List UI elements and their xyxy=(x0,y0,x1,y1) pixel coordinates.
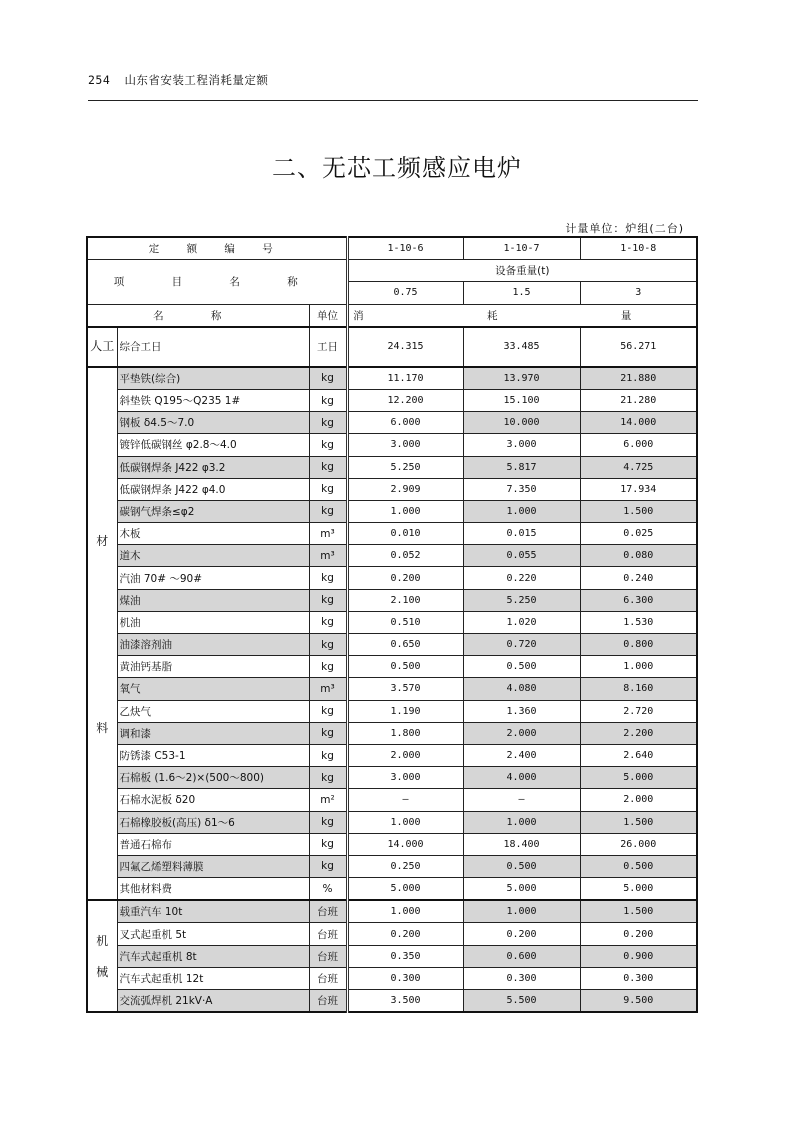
item-unit: kg xyxy=(309,656,347,678)
consumption-value: 5.500 xyxy=(463,990,580,1013)
item-unit: kg xyxy=(309,367,347,390)
consumption-value: 5.250 xyxy=(347,456,463,478)
consumption-value: 0.500 xyxy=(463,855,580,877)
table-row xyxy=(87,456,697,478)
category-label: 械 xyxy=(96,965,109,980)
consumption-value: 1.000 xyxy=(463,811,580,833)
consumption-value: 4.080 xyxy=(463,678,580,700)
consumption-value: 0.600 xyxy=(463,945,580,967)
table-row xyxy=(87,611,697,633)
table-row xyxy=(87,789,697,811)
consumption-value: 1.800 xyxy=(347,722,463,744)
item-name: 石棉板 (1.6～2)×(500～800) xyxy=(117,767,309,789)
category-labor: 人工 xyxy=(87,327,117,367)
item-name-label: 项 目 名 称 xyxy=(87,260,347,304)
consumption-value: 4.725 xyxy=(580,456,697,478)
consumption-value: 8.160 xyxy=(580,678,697,700)
table-row xyxy=(87,900,697,923)
consumption-value: 0.350 xyxy=(347,945,463,967)
item-unit: kg xyxy=(309,767,347,789)
section-title: 二、无芯工频感应电炉 xyxy=(272,154,522,182)
table-row xyxy=(87,811,697,833)
consumption-value: 5.000 xyxy=(580,878,697,901)
unit-note: 计量单位：炉组(二台) xyxy=(565,222,684,235)
item-unit: % xyxy=(309,878,347,901)
quota-table xyxy=(86,236,698,1013)
category-label: 料 xyxy=(96,720,109,735)
consumption-value: 2.100 xyxy=(347,589,463,611)
item-name: 调和漆 xyxy=(117,722,309,744)
consumption-value: 0.055 xyxy=(463,545,580,567)
consumption-value: 1.360 xyxy=(463,700,580,722)
item-name: 乙炔气 xyxy=(117,700,309,722)
item-name: 其他材料费 xyxy=(117,878,309,901)
table-row xyxy=(87,967,697,989)
consumption-value: 0.720 xyxy=(463,634,580,656)
consumption-value: 1.000 xyxy=(580,656,697,678)
consumption-value: 0.200 xyxy=(347,567,463,589)
item-name: 石棉水泥板 δ20 xyxy=(117,789,309,811)
item-unit: kg xyxy=(309,500,347,522)
consumption-value: 0.510 xyxy=(347,611,463,633)
item-unit: 台班 xyxy=(309,923,347,945)
table-row xyxy=(87,923,697,945)
consumption-value: 2.000 xyxy=(463,722,580,744)
column-header-row xyxy=(87,304,697,327)
item-name: 黄油钙基脂 xyxy=(117,656,309,678)
consumption-value: 0.200 xyxy=(580,923,697,945)
quota-code-row xyxy=(87,237,697,260)
table-row xyxy=(87,434,697,456)
consumption-value: 5.817 xyxy=(463,456,580,478)
item-unit: kg xyxy=(309,634,347,656)
table-row xyxy=(87,367,697,390)
consumption-value: 1.500 xyxy=(580,811,697,833)
consumption-value: 6.000 xyxy=(580,434,697,456)
consumption-value: 21.280 xyxy=(580,389,697,411)
book-title: 山东省安装工程消耗量定额 xyxy=(124,73,269,87)
consumption-value: 33.485 xyxy=(463,327,580,367)
consumption-value: 1.000 xyxy=(347,900,463,923)
consumption-value: 14.000 xyxy=(580,412,697,434)
consumption-value: 2.909 xyxy=(347,478,463,500)
consumption-value: 1.000 xyxy=(347,500,463,522)
consumption-value: 0.650 xyxy=(347,634,463,656)
item-name: 四氟乙烯塑料薄膜 xyxy=(117,855,309,877)
consumption-value: 9.500 xyxy=(580,990,697,1013)
table-row xyxy=(87,478,697,500)
item-name: 道木 xyxy=(117,545,309,567)
consumption-value: 6.000 xyxy=(347,412,463,434)
consumption-value: 4.000 xyxy=(463,767,580,789)
consumption-value: 3.000 xyxy=(347,767,463,789)
item-unit: kg xyxy=(309,833,347,855)
consumption-value: — xyxy=(347,789,463,811)
item-unit: m³ xyxy=(309,523,347,545)
consumption-value: 0.300 xyxy=(347,967,463,989)
consumption-value: 0.900 xyxy=(580,945,697,967)
item-name: 煤油 xyxy=(117,589,309,611)
item-unit: 台班 xyxy=(309,967,347,989)
consumption-value: 1.000 xyxy=(463,500,580,522)
item-unit: kg xyxy=(309,567,347,589)
table-row xyxy=(87,990,697,1013)
item-name: 氧气 xyxy=(117,678,309,700)
item-name: 平垫铁(综合) xyxy=(117,367,309,390)
consumption-value: 1.190 xyxy=(347,700,463,722)
item-unit: m² xyxy=(309,789,347,811)
consumption-value: 24.315 xyxy=(347,327,463,367)
weight-value: 3 xyxy=(580,282,697,304)
table-row xyxy=(87,589,697,611)
item-name: 碳钢气焊条≤φ2 xyxy=(117,500,309,522)
item-name: 防锈漆 C53-1 xyxy=(117,744,309,766)
consumption-value: 26.000 xyxy=(580,833,697,855)
item-unit: kg xyxy=(309,389,347,411)
table-row xyxy=(87,678,697,700)
item-name: 钢板 δ4.5～7.0 xyxy=(117,412,309,434)
consumption-value: 15.100 xyxy=(463,389,580,411)
item-name: 低碳钢焊条 J422 φ4.0 xyxy=(117,478,309,500)
table-row xyxy=(87,833,697,855)
item-unit: 台班 xyxy=(309,900,347,923)
consumption-value: 1.500 xyxy=(580,500,697,522)
equipment-weight-label: 设备重量(t) xyxy=(347,260,697,282)
consumption-value: 0.025 xyxy=(580,523,697,545)
quota-code: 1-10-6 xyxy=(347,237,463,260)
item-unit: kg xyxy=(309,456,347,478)
consumption-value: 1.020 xyxy=(463,611,580,633)
consumption-value: 2.200 xyxy=(580,722,697,744)
consumption-value: 6.300 xyxy=(580,589,697,611)
header-rule xyxy=(88,100,698,101)
category-machines xyxy=(87,900,117,1012)
item-unit: kg xyxy=(309,434,347,456)
col-consumption-header: 消 耗 量 xyxy=(347,304,697,327)
consumption-value: 0.250 xyxy=(347,855,463,877)
consumption-value: 17.934 xyxy=(580,478,697,500)
consumption-value: 5.000 xyxy=(347,878,463,901)
item-unit: kg xyxy=(309,478,347,500)
consumption-value: 0.010 xyxy=(347,523,463,545)
quota-code-label: 定 额 编 号 xyxy=(87,237,347,260)
item-name: 机油 xyxy=(117,611,309,633)
table-row xyxy=(87,545,697,567)
consumption-value: 1.000 xyxy=(463,900,580,923)
item-name: 低碳钢焊条 J422 φ3.2 xyxy=(117,456,309,478)
table-row xyxy=(87,567,697,589)
table-row xyxy=(87,500,697,522)
consumption-value: 5.000 xyxy=(580,767,697,789)
table-row xyxy=(87,389,697,411)
item-unit: 台班 xyxy=(309,990,347,1013)
item-unit: kg xyxy=(309,700,347,722)
item-unit: kg xyxy=(309,855,347,877)
item-unit: m³ xyxy=(309,545,347,567)
consumption-value: 0.500 xyxy=(580,855,697,877)
consumption-value: 0.080 xyxy=(580,545,697,567)
consumption-value: 0.200 xyxy=(347,923,463,945)
item-name: 叉式起重机 5t xyxy=(117,923,309,945)
page-number: 254 xyxy=(88,73,111,87)
item-unit: kg xyxy=(309,611,347,633)
consumption-value: 1.000 xyxy=(347,811,463,833)
quota-code: 1-10-8 xyxy=(580,237,697,260)
consumption-value: 0.200 xyxy=(463,923,580,945)
consumption-value: 7.350 xyxy=(463,478,580,500)
item-name: 木板 xyxy=(117,523,309,545)
item-name: 石棉橡胶板(高压) δ1～6 xyxy=(117,811,309,833)
consumption-value: 14.000 xyxy=(347,833,463,855)
item-name: 油漆溶剂油 xyxy=(117,634,309,656)
table-row xyxy=(87,634,697,656)
item-unit: kg xyxy=(309,722,347,744)
consumption-value: 10.000 xyxy=(463,412,580,434)
consumption-value: 21.880 xyxy=(580,367,697,390)
consumption-value: 3.570 xyxy=(347,678,463,700)
consumption-value: 3.000 xyxy=(463,434,580,456)
table-row xyxy=(87,412,697,434)
item-unit: 台班 xyxy=(309,945,347,967)
item-name: 综合工日 xyxy=(117,327,309,367)
item-unit: kg xyxy=(309,744,347,766)
consumption-value: 13.970 xyxy=(463,367,580,390)
consumption-value: 2.000 xyxy=(347,744,463,766)
item-name: 交流弧焊机 21kV·A xyxy=(117,990,309,1013)
consumption-value: 2.000 xyxy=(580,789,697,811)
item-name: 汽车式起重机 12t xyxy=(117,967,309,989)
item-unit: kg xyxy=(309,589,347,611)
item-unit: 工日 xyxy=(309,327,347,367)
table-row xyxy=(87,744,697,766)
consumption-value: 56.271 xyxy=(580,327,697,367)
item-unit: m³ xyxy=(309,678,347,700)
consumption-value: 0.300 xyxy=(580,967,697,989)
category-label: 材 xyxy=(96,533,109,548)
consumption-value: 0.220 xyxy=(463,567,580,589)
table-row xyxy=(87,700,697,722)
consumption-value: 2.400 xyxy=(463,744,580,766)
consumption-value: 0.015 xyxy=(463,523,580,545)
table-row xyxy=(87,722,697,744)
consumption-value: 0.800 xyxy=(580,634,697,656)
item-unit: kg xyxy=(309,412,347,434)
quota-code: 1-10-7 xyxy=(463,237,580,260)
category-label: 机 xyxy=(96,934,109,949)
table-row xyxy=(87,327,697,367)
consumption-value: 2.640 xyxy=(580,744,697,766)
running-header xyxy=(88,72,268,88)
weight-value: 1.5 xyxy=(463,282,580,304)
item-name: 斜垫铁 Q195～Q235 1# xyxy=(117,389,309,411)
table-row xyxy=(87,945,697,967)
col-name-header: 名 称 xyxy=(87,304,309,327)
table-row xyxy=(87,767,697,789)
table-row xyxy=(87,855,697,877)
consumption-value: 0.240 xyxy=(580,567,697,589)
item-name: 镀锌低碳钢丝 φ2.8～4.0 xyxy=(117,434,309,456)
consumption-value: 5.000 xyxy=(463,878,580,901)
consumption-value: 11.170 xyxy=(347,367,463,390)
col-unit-header: 单位 xyxy=(309,304,347,327)
category-materials xyxy=(87,367,117,901)
consumption-value: 0.300 xyxy=(463,967,580,989)
weight-label-row xyxy=(87,260,697,282)
consumption-value: 1.500 xyxy=(580,900,697,923)
consumption-value: 0.052 xyxy=(347,545,463,567)
consumption-value: 1.530 xyxy=(580,611,697,633)
item-name: 普通石棉布 xyxy=(117,833,309,855)
consumption-value: 3.500 xyxy=(347,990,463,1013)
consumption-value: 2.720 xyxy=(580,700,697,722)
consumption-value: — xyxy=(463,789,580,811)
item-name: 载重汽车 10t xyxy=(117,900,309,923)
consumption-value: 18.400 xyxy=(463,833,580,855)
weight-value: 0.75 xyxy=(347,282,463,304)
consumption-value: 5.250 xyxy=(463,589,580,611)
item-name: 汽油 70# ～90# xyxy=(117,567,309,589)
consumption-value: 0.500 xyxy=(347,656,463,678)
consumption-value: 12.200 xyxy=(347,389,463,411)
table-row xyxy=(87,523,697,545)
consumption-value: 0.500 xyxy=(463,656,580,678)
item-unit: kg xyxy=(309,811,347,833)
item-name: 汽车式起重机 8t xyxy=(117,945,309,967)
consumption-value: 3.000 xyxy=(347,434,463,456)
table-row xyxy=(87,878,697,901)
table-row xyxy=(87,656,697,678)
